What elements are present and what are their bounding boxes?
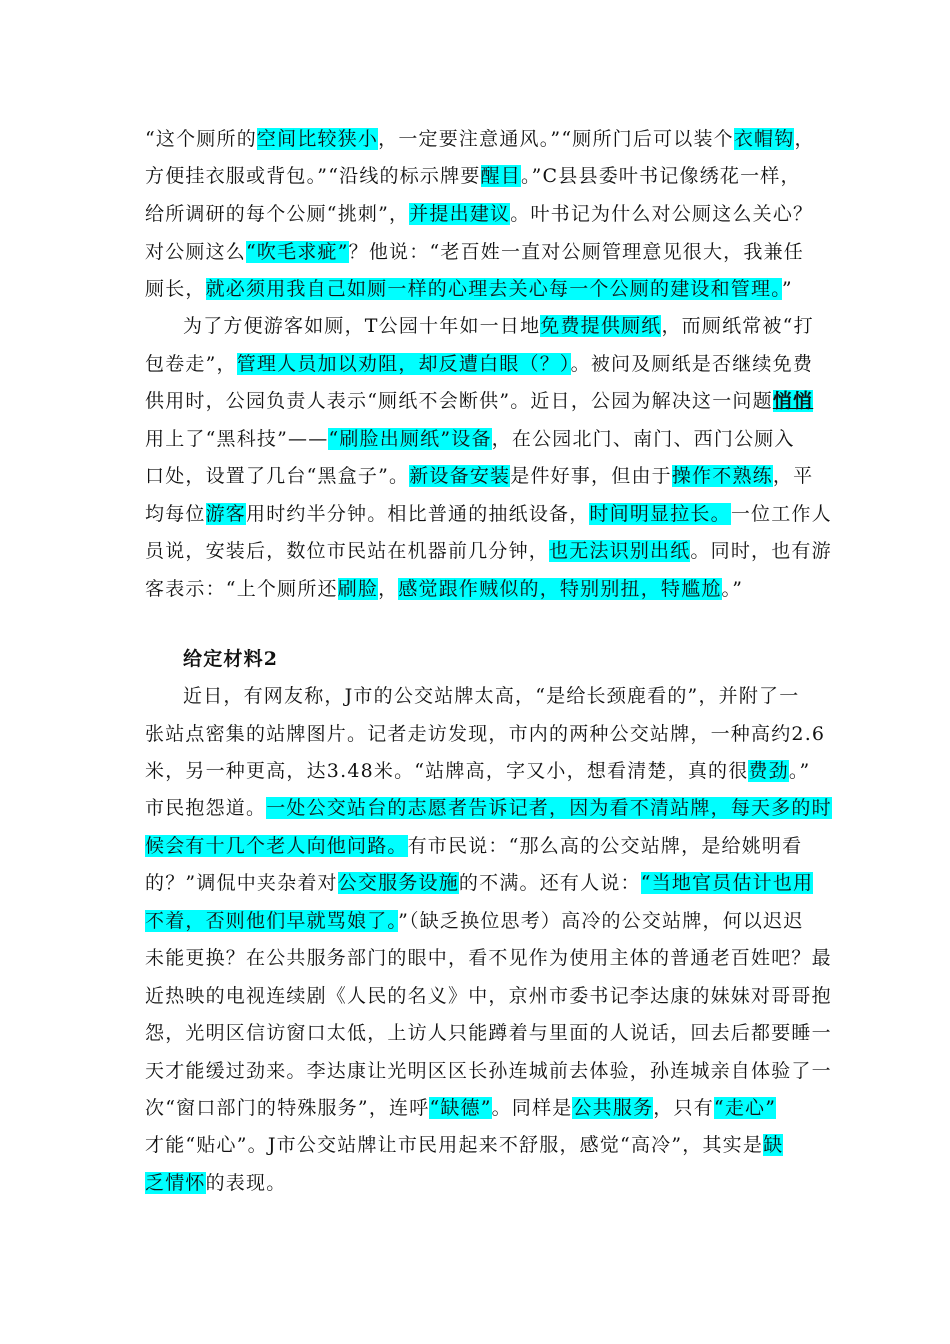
text-segment: ，在公园北门、南门、西门公厕入 <box>491 428 795 450</box>
text-segment: 员说，安装后，数位市民站在机器前几分钟， <box>145 540 550 562</box>
text-segment: 均每位 <box>145 503 206 525</box>
text-segment: 方便挂衣服或背包。”“沿线的标示牌要 <box>145 165 481 187</box>
text-segment: ，而厕纸常被“打 <box>661 315 814 337</box>
highlighted-text: 缺 <box>763 1134 784 1156</box>
text-segment: 未能更换？在公共服务部门的眼中，看不见作为使用主体的普通老百姓吧？最 <box>145 947 832 969</box>
text-segment: 天才能缓过劲来。李达康让光明区区长孙连城前去体验，孙连城亲自体验了一 <box>145 1060 832 1082</box>
text-segment: 。同样是 <box>491 1097 573 1119</box>
highlighted-text: 就必须用我自己如厕一样的心理去关心每一个公厕的建设和管理。 <box>205 278 782 300</box>
text-segment: 怨，光明区信访窗口太低，上访人只能蹲着与里面的人说话，回去后都要睡一 <box>145 1022 832 1044</box>
highlighted-text: 一处公交站台的志愿者告诉记者，因为看不清站牌，每天多的时 <box>266 797 832 819</box>
highlighted-text: 操作不熟练 <box>671 465 773 487</box>
text-segment: 张站点密集的站牌图片。记者走访发现，市内的两种公交站牌，一种高约2.6 <box>145 723 826 745</box>
text-line <box>145 234 815 271</box>
text-segment: ， <box>794 128 815 150</box>
text-segment: 对公厕这么 <box>145 241 247 263</box>
text-line <box>145 1127 815 1164</box>
text-segment: 用时约半分钟。相比普通的抽纸设备， <box>246 503 590 525</box>
text-segment: 客表示：“上个厕所还 <box>145 578 338 600</box>
highlighted-text: 悄悄 <box>772 390 814 412</box>
text-line <box>145 753 815 790</box>
text-line <box>145 903 815 940</box>
text-line <box>145 828 815 865</box>
highlighted-text: 也无法识别出纸 <box>549 540 691 562</box>
text-line <box>145 790 832 827</box>
text-segment: ？他说：“老百姓一直对公厕管理意见很大，我兼任 <box>348 241 804 263</box>
text-segment: ，一定要注意通风。”“厕所门后可以装个 <box>378 128 734 150</box>
text-segment: 给定材料2 <box>183 648 279 670</box>
text-segment: 供用时，公园负责人表示“厕纸不会断供”。近日，公园为解决这一问题 <box>145 390 773 412</box>
text-segment: 近热映的电视连续剧《人民的名义》中，京州市委书记李达康的妹妹对哥哥抱 <box>145 985 832 1007</box>
text-segment: 近日，有网友称，J市的公交站牌太高，“是给长颈鹿看的”，并附了一 <box>183 685 800 707</box>
highlighted-text: 衣帽钩 <box>733 128 795 150</box>
text-line <box>145 496 832 533</box>
highlighted-text: 免费提供厕纸 <box>540 315 662 337</box>
text-line <box>145 1053 832 1090</box>
highlighted-text: 感觉跟作贼似的，特别别扭，特尴尬 <box>398 578 722 600</box>
text-segment: 。”C县县委叶书记像绣花一样， <box>520 165 801 187</box>
text-line <box>183 308 815 345</box>
highlighted-text: “刷脸出厕纸”设备 <box>328 428 492 450</box>
text-segment: 。同时，也有游 <box>690 540 832 562</box>
text-segment: 厕长， <box>145 278 206 300</box>
text-segment: “这个厕所的 <box>145 128 257 150</box>
text-segment: 口处，设置了几台“黑盒子”。 <box>145 465 410 487</box>
text-segment: 一位工作人 <box>730 503 832 525</box>
highlighted-text: “吹毛求疵” <box>246 241 349 263</box>
text-line <box>145 421 815 458</box>
highlighted-text: 不着，否则他们早就骂娘了。 <box>145 910 399 932</box>
text-segment: 的表现。 <box>205 1172 287 1194</box>
text-line <box>145 158 815 195</box>
text-line <box>145 458 815 495</box>
text-segment: 有市民说：“那么高的公交站牌，是给姚明看 <box>407 835 803 857</box>
highlighted-text: 乏情怀 <box>145 1172 206 1194</box>
highlighted-text: 并提出建议 <box>409 203 511 225</box>
text-line <box>145 1015 832 1052</box>
text-segment: 包卷走”， <box>145 353 237 375</box>
text-line <box>145 940 832 977</box>
text-segment: 为了方便游客如厕，T公园十年如一日地 <box>183 315 541 337</box>
text-line <box>145 196 815 233</box>
text-line <box>145 346 815 383</box>
text-segment: 是件好事，但由于 <box>510 465 672 487</box>
text-segment: 的不满。还有人说： <box>458 872 641 894</box>
highlighted-text: 时间明显拉长。 <box>589 503 731 525</box>
highlighted-text: 新设备安装 <box>409 465 511 487</box>
text-segment: ，平 <box>772 465 814 487</box>
text-line <box>145 383 815 420</box>
text-segment: 米，另一种更高，达3.48米。“站牌高，字又小，想看清楚，真的很 <box>145 760 749 782</box>
highlighted-text: 公交服务设施 <box>337 872 459 894</box>
highlighted-text: 管理人员加以劝阻，却反遭白眼（？） <box>236 353 571 375</box>
section-heading <box>183 641 815 678</box>
text-line <box>145 533 832 570</box>
highlighted-text: 费劲 <box>748 760 789 782</box>
text-segment: 次“窗口部门的特殊服务”，连呼 <box>145 1097 430 1119</box>
text-line <box>145 121 815 158</box>
text-segment: 。” <box>788 760 811 782</box>
text-segment: ，只有 <box>653 1097 714 1119</box>
text-line <box>145 716 826 753</box>
text-segment: 的？”调侃中夹杂着对 <box>145 872 338 894</box>
text-segment: ， <box>378 578 399 600</box>
text-segment: ”（缺乏换位思考）高冷的公交站牌，何以迟迟 <box>398 910 804 932</box>
text-line <box>145 1090 815 1127</box>
text-segment: 。被问及厕纸是否继续免费 <box>570 353 814 375</box>
text-line <box>145 271 815 308</box>
text-segment: ” <box>781 278 793 300</box>
highlighted-text: 公共服务 <box>572 1097 654 1119</box>
highlighted-text: “缺德” <box>429 1097 492 1119</box>
text-line <box>183 678 815 715</box>
text-segment: 才能“贴心”。J市公交站牌让市民用起来不舒服，感觉“高冷”，其实是 <box>145 1134 764 1156</box>
text-segment: 。” <box>721 578 744 600</box>
highlighted-text: 空间比较狭小 <box>256 128 379 150</box>
text-line <box>145 1165 815 1202</box>
highlighted-text: 刷脸 <box>337 578 379 600</box>
text-segment: 。叶书记为什么对公厕这么关心？ <box>510 203 814 225</box>
highlighted-text: “走心” <box>713 1097 777 1119</box>
text-segment: 市民抱怨道。 <box>145 797 267 819</box>
text-segment: 用上了“黑科技”—— <box>145 428 329 450</box>
text-line <box>145 978 832 1015</box>
highlighted-text: 候会有十几个老人向他问路。 <box>145 835 408 857</box>
highlighted-text: “当地官员估计也用 <box>640 872 814 894</box>
highlighted-text: 游客 <box>205 503 247 525</box>
text-line <box>145 865 815 902</box>
text-line <box>145 571 815 608</box>
highlighted-text: 醒目 <box>480 165 521 187</box>
text-segment: 给所调研的每个公厕“挑刺”， <box>145 203 410 225</box>
